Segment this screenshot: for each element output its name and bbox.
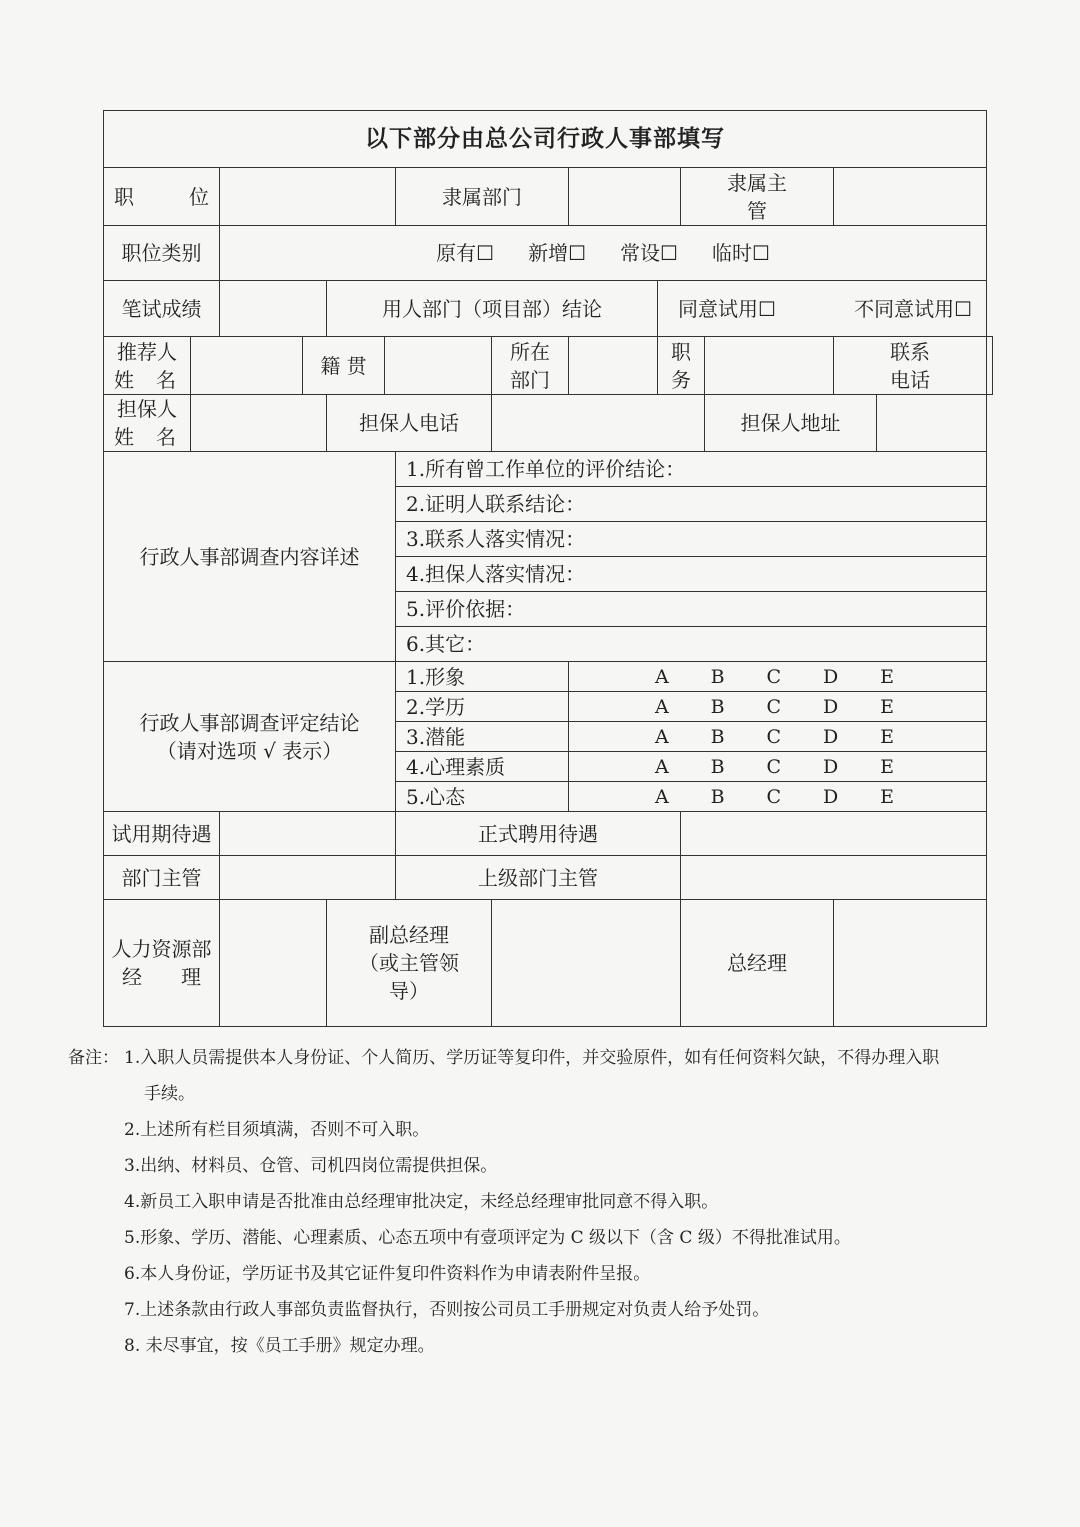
investigation-label: 行政人事部调查内容详述	[104, 452, 396, 662]
notes-label: 备注：	[68, 1048, 119, 1068]
grade-options[interactable]: A B C D E	[569, 692, 987, 722]
written-test-label: 笔试成绩	[104, 281, 220, 337]
vice-gm-label: 副总经理 （或主管领 导）	[327, 900, 492, 1027]
note-item: 8. 未尽事宜，按《员工手册》规定办理。	[124, 1336, 435, 1356]
investigation-item[interactable]: 1.所有曾工作单位的评价结论：	[396, 452, 987, 487]
referrer-dept-label: 所在 部门	[492, 337, 569, 395]
option-temporary[interactable]: 临时☐	[711, 241, 770, 265]
supervisor-field[interactable]	[834, 168, 987, 226]
investigation-item[interactable]: 2.证明人联系结论：	[396, 487, 987, 522]
note-item	[68, 1040, 1038, 1076]
investigation-item[interactable]: 6.其它：	[396, 627, 987, 662]
gm-signature[interactable]	[834, 900, 987, 1027]
form-title: 以下部分由总公司行政人事部填写	[104, 111, 987, 168]
referrer-name-label: 推荐人 姓 名	[104, 337, 191, 395]
evaluation-item: 3.潜能	[396, 722, 569, 752]
evaluation-item: 4.心理素质	[396, 752, 569, 782]
referrer-phone-label: 联系 电话	[834, 337, 987, 395]
evaluation-item: 1.形象	[396, 662, 569, 692]
dept-supervisor-label: 部门主管	[104, 856, 220, 900]
grade-options[interactable]: A B C D E	[569, 662, 987, 692]
category-options[interactable]	[220, 226, 987, 281]
option-existing[interactable]: 原有☐	[436, 241, 495, 265]
origin-label: 籍 贯	[303, 337, 385, 395]
guarantor-name-field[interactable]	[191, 395, 327, 452]
upper-supervisor-label: 上级部门主管	[396, 856, 681, 900]
note-text: 1.入职人员需提供本人身份证、个人简历、学历证等复印件，并交验原件，如有任何资料欠缺，不得办理入职	[124, 1048, 940, 1068]
grade-options[interactable]: A B C D E	[569, 782, 987, 812]
guarantor-name-label: 担保人 姓 名	[104, 395, 191, 452]
formal-treatment-label: 正式聘用待遇	[396, 812, 681, 856]
guarantor-address-label: 担保人地址	[705, 395, 877, 452]
position-label: 职 位	[104, 168, 220, 226]
hr-manager-signature[interactable]	[220, 900, 327, 1027]
investigation-item[interactable]: 5.评价依据：	[396, 592, 987, 627]
referrer-duty-label: 职 务	[658, 337, 705, 395]
guarantor-phone-label: 担保人电话	[327, 395, 492, 452]
hr-manager-label: 人力资源部 经 理	[104, 900, 220, 1027]
written-test-field[interactable]	[220, 281, 327, 337]
vice-gm-signature[interactable]	[492, 900, 681, 1027]
origin-field[interactable]	[385, 337, 492, 395]
position-field[interactable]	[220, 168, 396, 226]
probation-treatment-label: 试用期待遇	[104, 812, 220, 856]
agree-option[interactable]: 同意试用☐	[678, 296, 776, 321]
note-item: 7.上述条款由行政人事部负责监督执行，否则按公司员工手册规定对负责人给予处罚。	[124, 1300, 770, 1320]
note-item: 2.上述所有栏目须填满，否则不可入职。	[124, 1120, 430, 1140]
evaluation-item: 2.学历	[396, 692, 569, 722]
option-new[interactable]: 新增☐	[528, 241, 587, 265]
note-item: 5.形象、学历、潜能、心理素质、心态五项中有壹项评定为 C 级以下（含 C 级）不得批准试用。	[124, 1228, 851, 1248]
evaluation-label: 行政人事部调查评定结论 （请对选项 √ 表示）	[104, 662, 396, 812]
referrer-dept-field[interactable]	[569, 337, 658, 395]
option-permanent[interactable]: 常设☐	[620, 241, 678, 265]
referrer-phone-field[interactable]	[987, 337, 993, 395]
evaluation-item: 5.心态	[396, 782, 569, 812]
referrer-duty-field[interactable]	[705, 337, 834, 395]
note-item: 4.新员工入职申请是否批准由总经理审批决定，未经总经理审批同意不得入职。	[124, 1192, 719, 1212]
grade-options[interactable]: A B C D E	[569, 722, 987, 752]
note-item: 3.出纳、材料员、仓管、司机四岗位需提供担保。	[124, 1156, 498, 1176]
supervisor-label: 隶属主 管	[681, 168, 834, 226]
category-label: 职位类别	[104, 226, 220, 281]
hr-section-table	[103, 110, 993, 1027]
note-item: 6.本人身份证，学历证书及其它证件复印件资料作为申请表附件呈报。	[124, 1264, 651, 1284]
department-label: 隶属部门	[396, 168, 569, 226]
investigation-item[interactable]: 4.担保人落实情况：	[396, 557, 987, 592]
upper-supervisor-field[interactable]	[681, 856, 987, 900]
notes-section	[68, 1040, 1038, 1364]
dept-conclusion-label: 用人部门（项目部）结论	[327, 281, 658, 337]
referrer-name-field[interactable]	[191, 337, 303, 395]
department-field[interactable]	[569, 168, 681, 226]
probation-treatment-field[interactable]	[220, 812, 396, 856]
guarantor-address-field[interactable]	[877, 395, 987, 452]
grade-options[interactable]: A B C D E	[569, 752, 987, 782]
investigation-item[interactable]: 3.联系人落实情况：	[396, 522, 987, 557]
disagree-option[interactable]: 不同意试用☐	[854, 296, 973, 321]
formal-treatment-field[interactable]	[681, 812, 987, 856]
guarantor-phone-field[interactable]	[492, 395, 705, 452]
dept-supervisor-field[interactable]	[220, 856, 396, 900]
gm-label: 总经理	[681, 900, 834, 1027]
note-item: 手续。	[144, 1084, 195, 1104]
conclusion-options[interactable]	[658, 281, 987, 337]
